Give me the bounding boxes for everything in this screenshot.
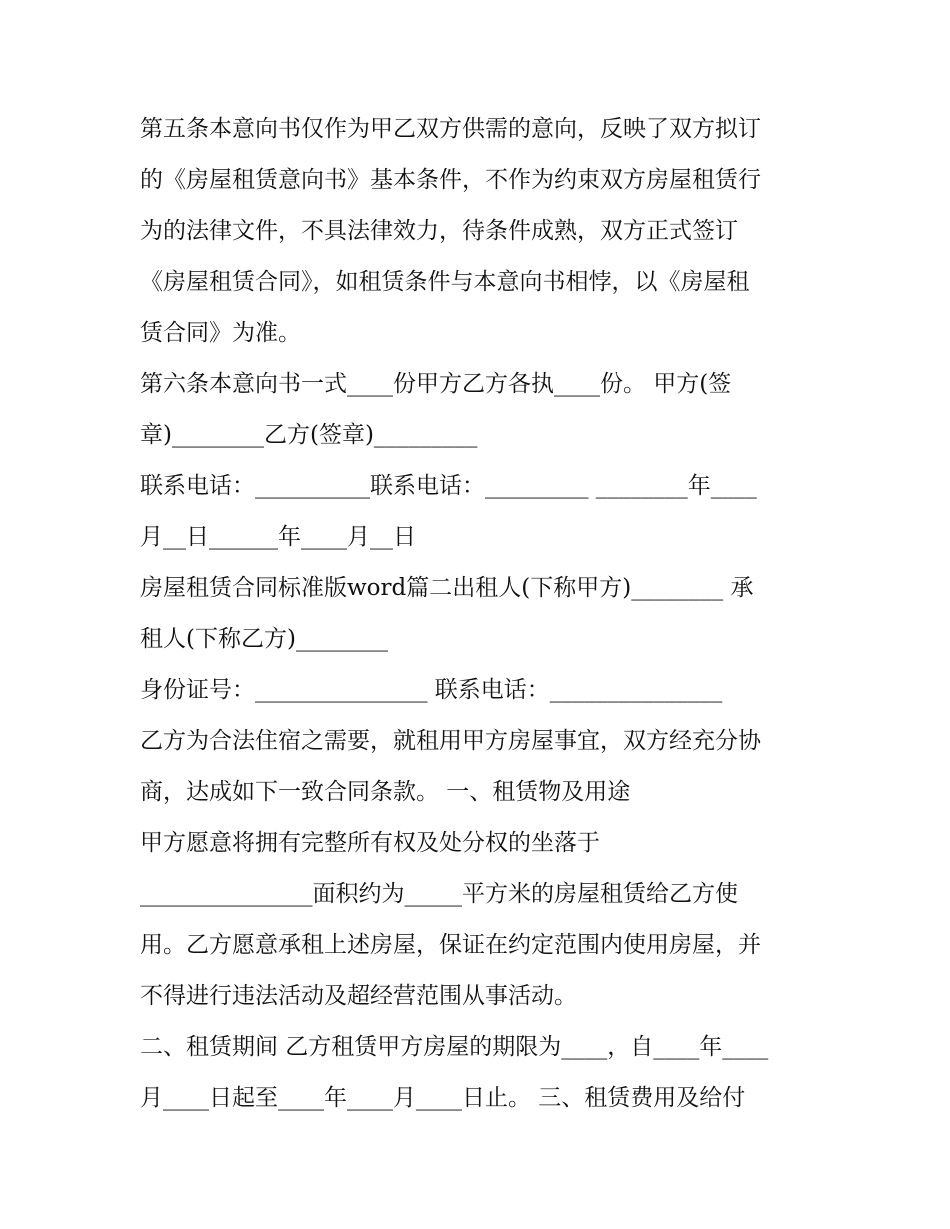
text-line: 《房屋租赁合同》，如租赁条件与本意向书相悖，以《房屋租	[140, 269, 750, 295]
text-line: 赁合同》为准。	[140, 320, 301, 346]
text-line: 商，达成如下一致合同条款。 一、租赁物及用途	[140, 779, 631, 805]
text-line: 第五条本意向书仅作为甲乙双方供需的意向，反映了双方拟订	[140, 116, 761, 142]
text-line: 乙方为合法住宿之需要，就租用甲方房屋事宜，双方经充分协	[140, 728, 761, 754]
text-line: 章)________乙方(签章)_________	[140, 422, 478, 448]
text-line: _______________面积约为_____平方米的房屋租赁给乙方使	[140, 881, 738, 907]
text-line: 第六条本意向书一式____份甲方乙方各执____份。 甲方(签	[140, 371, 732, 397]
text-line: 联系电话：__________联系电话：_________ ________年____	[140, 473, 757, 499]
text-line: 不得进行违法活动及超经营范围从事活动。	[140, 983, 577, 1009]
text-line: 为的法律文件，不具法律效力，待条件成熟，双方正式签订	[140, 218, 738, 244]
text-line: 的《房屋租赁意向书》基本条件，不作为约束双方房屋租赁行	[140, 167, 761, 193]
document-body	[140, 104, 820, 1124]
text-line: 身份证号：_______________ 联系电话：_______________	[140, 677, 723, 703]
text-line: 二、租赁期间 乙方租赁甲方房屋的期限为____，自____年____	[140, 1034, 769, 1060]
text-line: 月__日______年____月__日	[140, 524, 416, 550]
text-line: 用。乙方愿意承租上述房屋，保证在约定范围内使用房屋，并	[140, 932, 761, 958]
text-line: 甲方愿意将拥有完整所有权及处分权的坐落于	[140, 830, 600, 856]
text-line: 月____日起至____年____月____日止。 三、租赁费用及给付	[140, 1085, 746, 1111]
text-line: 租人(下称乙方)________	[140, 626, 388, 652]
text-line: 房屋租赁合同标准版word篇二出租人(下称甲方)________ 承	[140, 575, 754, 601]
